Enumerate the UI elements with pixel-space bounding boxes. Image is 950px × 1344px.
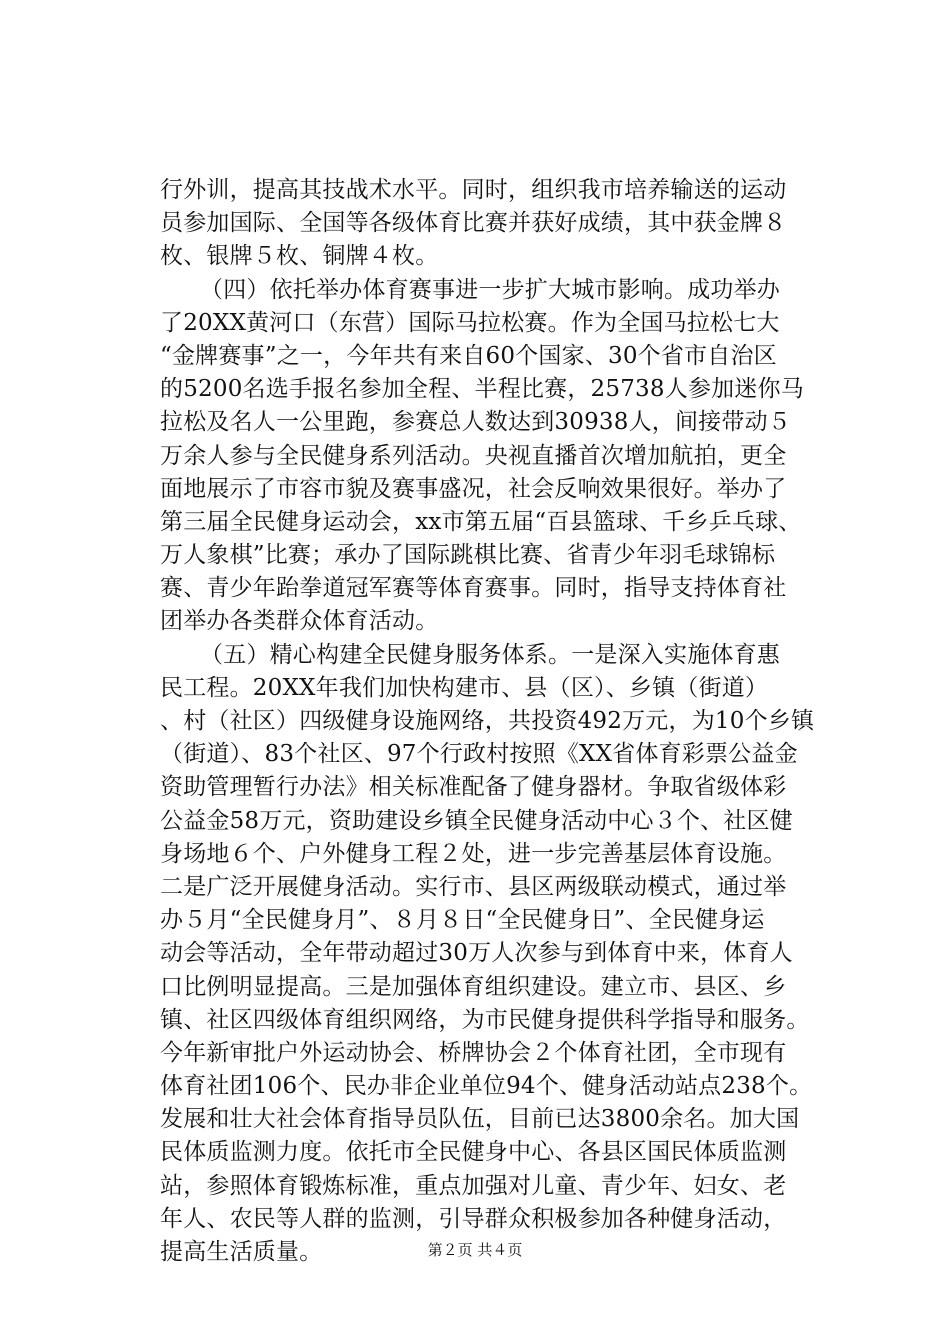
text-line: 的5200名选手报名参加全程、半程比赛，25738人参加迷你马: [160, 376, 804, 403]
text-line: 二是广泛开展健身活动。实行市、县区两级联动模式，通过举: [160, 873, 787, 900]
text-line: （街道）、83个社区、97个行政村按照《XX省体育彩票公益金: [160, 741, 798, 768]
text-line: “金牌赛事”之一，今年共有来自60个国家、30个省市自治区: [160, 342, 777, 369]
text-line: 赛、青少年跆拳道冠军赛等体育赛事。同时，指导支持体育社: [160, 575, 787, 602]
text-line: 第三届全民健身运动会，xx市第五届“百县篮球、千乡乒乓球、: [160, 508, 802, 535]
paragraph-start-line: （四）依托举办体育赛事进一步扩大城市影响。成功举办: [200, 276, 780, 303]
text-line: 面地展示了市容市貌及赛事盛况，社会反响效果很好。举办了: [160, 475, 787, 502]
text-line: 年人、农民等人群的监测，引导群众积极参加各种健身活动，: [160, 1205, 787, 1232]
text-line: 团举办各类群众体育活动。: [160, 608, 439, 635]
text-line: 、村（社区）四级健身设施网络，共投资492万元，为10个乡镇: [160, 708, 815, 734]
text-line: 动会等活动，全年带动超过30万人次参与到体育中来，体育人: [160, 940, 793, 967]
text-line: 万人象棋”比赛；承办了国际跳棋比赛、省青少年羽毛球锦标: [160, 542, 776, 569]
text-line: 万余人参与全民健身系列活动。央视直播首次增加航拍，更全: [160, 442, 787, 469]
text-line: 资助管理暂行办法》相关标准配备了健身器材。争取省级体彩: [160, 774, 787, 801]
text-line: 发展和壮大社会体育指导员队伍，目前已达3800余名。加大国: [160, 1106, 800, 1133]
text-line: 行外训，提高其技战术水平。同时，组织我市培养输送的运动: [160, 177, 787, 203]
text-line: 了20XX黄河口（东营）国际马拉松赛。作为全国马拉松七大: [160, 309, 780, 336]
document-body: [160, 174, 815, 1269]
text-line: 办５月“全民健身月”、８月８日“全民健身日”、全民健身运: [160, 907, 765, 934]
text-line: 民工程。20XX年我们加快构建市、县（区）、乡镇（街道）: [160, 674, 769, 701]
text-line: 公益金58万元，资助建设乡镇全民健身活动中心３个、社区健: [160, 807, 793, 834]
text-line: 镇、社区四级体育组织网络，为市民健身提供科学指导和服务。: [160, 1006, 810, 1033]
text-line: 员参加国际、全国等各级体育比赛并获好成绩，其中获金牌８: [160, 210, 787, 237]
text-line: 口比例明显提高。三是加强体育组织建设。建立市、县区、乡: [160, 973, 787, 1000]
text-line: 身场地６个、户外健身工程２处，进一步完善基层体育设施。: [160, 840, 787, 867]
text-line: 站，参照体育锻炼标准，重点加强对儿童、青少年、妇女、老: [160, 1172, 787, 1199]
text-line: 拉松及名人一公里跑，参赛总人数达到30938人，间接带动５: [160, 409, 791, 436]
text-line: 今年新审批户外运动协会、桥牌协会２个体育社团，全市现有: [160, 1039, 787, 1066]
text-line: 枚、银牌５枚、铜牌４枚。: [160, 243, 439, 270]
page-number-footer: 第２页 共４页: [427, 1241, 523, 1259]
text-line: 民体质监测力度。依托市全民健身中心、各县区国民体质监测: [160, 1139, 787, 1166]
paragraph-start-line: （五）精心构建全民健身服务体系。一是深入实施体育惠: [200, 641, 780, 668]
text-line: 提高生活质量。: [160, 1239, 323, 1265]
text-line: 体育社团106个、民办非企业单位94个、健身活动站点238个。: [160, 1073, 813, 1100]
